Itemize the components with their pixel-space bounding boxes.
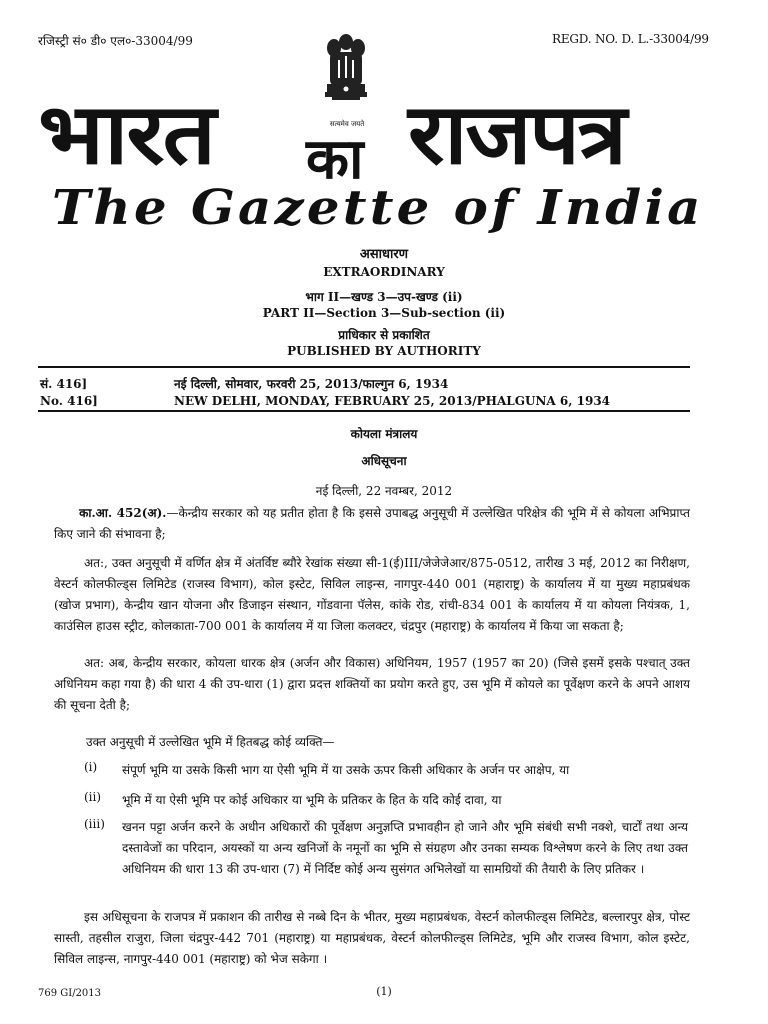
extraordinary-english: EXTRAORDINARY [323,265,445,279]
list-item-number: (iii) [84,817,105,831]
list-item-text: संपूर्ण भूमि या उसके किसी भाग या ऐसी भूमि में या उसके ऊपर किसी अधिकार के अर्जन पर आक्षेप, या [122,763,570,777]
national-emblem-icon [318,32,374,118]
order-number: का.आ. 452(अ). [79,506,167,520]
paragraph-1-text: —केन्द्रीय सरकार को यह प्रतीत होता है कि इससे उपाबद्ध अनुसूची में उल्लेखित परिक्षेत्र की भूमि में से कोयला अभिप्राप्त किए जाने की संभावना है; [54,506,691,541]
issue-date-hindi: नई दिल्ली, सोमवार, फरवरी 25, 2013/फाल्गुन 6, 1934 [174,377,449,391]
authority-english: PUBLISHED BY AUTHORITY [287,344,481,358]
part-section-english: PART II—Section 3—Sub-section (ii) [262,306,506,320]
list-item-number: (i) [84,760,98,774]
bottom-divider [38,410,690,412]
paragraph-3-text: अत: अब, केन्द्रीय सरकार, कोयला धारक क्षेत्र (अर्जन और विकास) अधिनियम, 1957 (1957 का 20) (जिसे इसमें इसके पश्चात् उक्त अधिनियम कहा गया है) की धारा 4 की उप-धारा (1) द्वारा प्रदत्त शक्तियों का प्रयोग करते हुए, उस भूमि में कोयले का पूर्वेक्षण करने के अपने आशय की सूचना देती है; [54,656,690,712]
extraordinary-hindi: असाधारण [359,247,409,262]
part-section-hindi: भाग II—खण्ड 3—उप-खण्ड (ii) [305,290,463,304]
paragraph-4: उक्त अनुसूची में उल्लेखित भूमि में हितबद्ध कोई व्यक्ति— [86,735,335,749]
paragraph-1 [54,503,690,545]
issue-date-english: NEW DELHI, MONDAY, FEBRUARY 25, 2013/PHALGUNA 6, 1934 [174,394,611,408]
gazette-title-hindi-rajpatra: राजपत्र [408,85,625,183]
registration-number-english: REGD. NO. D. L.-33004/99 [552,32,709,46]
notification-dateline: नई दिल्ली, 22 नवम्बर, 2012 [315,484,453,498]
notification-heading: अधिसूचना [361,454,407,468]
paragraph-5 [54,907,690,970]
gazette-title-hindi-bharat: भारत [38,85,214,183]
page-number: (1) [376,985,392,998]
paragraph-3 [54,653,690,716]
list-item-text: भूमि में या ऐसी भूमि पर कोई अधिकार या भूमि के प्रतिकर के हित के यदि कोई दावा, या [122,793,502,807]
issue-number-english: No. 416] [40,394,98,408]
emblem-motto: सत्यमेव जयते [329,120,365,128]
issue-number-hindi: सं. 416] [40,377,88,391]
top-divider [38,366,690,368]
registration-number-hindi: रजिस्ट्री सं० डी० एल०-33004/99 [38,34,193,48]
ministry-heading: कोयला मंत्रालय [350,427,418,441]
gazette-title-hindi-ka: का [306,127,364,192]
paragraph-5-text: इस अधिसूचना के राजपत्र में प्रकाशन की तारीख से नब्बे दिन के भीतर, मुख्य महाप्रबंधक, वेस्टर्न कोलफील्ड्स लिमिटेड, बल्लारपुर क्षेत्र, पोस्ट सास्ती, तहसील राजुरा, जिला चंद्रपुर-442 701 (महाराष्ट्र) या महाप्रबंधक, वेस्टर्न कोलफील्ड्स लिमिटेड, भूमि और राजस्व विभाग, कोल इस्टेट, सिविल लाइन्स, नागपुर-440 001 (महाराष्ट्र) को भेज सकेगा । [54,910,690,966]
paragraph-2 [54,553,690,637]
authority-hindi: प्राधिकार से प्रकाशित [338,328,430,342]
gazette-title-english: The Gazette of India [52,180,704,236]
list-item-number: (ii) [84,790,102,804]
print-code: 769 GI/2013 [38,988,102,999]
list-item-text: खनन पट्टा अर्जन करने के अधीन अधिकारों की पूर्वेक्षण अनुज्ञप्ति प्रभावहीन हो जाने और भूमि संबंधी सभी नक्शे, चार्टों तथा अन्य दस्तावेजों का परिदान, अयस्कों या अन्य खनिजों के नमूनों का भूमि से संग्रहण और उनका सम्यक विश्लेषण करने के लिए तथा उक्त अधिनियम की धारा 13 की उप-धारा (7) में निर्दिष्ट कोई अन्य सुसंगत अभिलेखों या सामग्रियों की तैयारी के लिए प्रतिकर । [122,820,688,876]
paragraph-2-text: अत:, उक्त अनुसूची में वर्णित क्षेत्र में अंतर्विष्ट ब्यौरे रेखांक संख्या सी-1(ई)III/जेजेजेआर/875-0512, तारीख 3 मई, 2012 का निरीक्षण, वेस्टर्न कोलफील्ड्स लिमिटेड (राजस्व विभाग), कोल इस्टेट, सिविल लाइन्स, नागपुर-440 001 (महाराष्ट्र) के कार्यालय में या मुख्य महाप्रबंधक (खोज प्रभाग), केन्द्रीय खान योजना और डिजाइन संस्थान, गोंडवाना पॅलेस, कांके रोड, रांची-834 001 के कार्यालय में या कोयला नियंत्रक, 1, काउंसिल हाउस स्ट्रीट, कोलकाता-700 001 के कार्यालय में या जिला कलक्टर, चंद्रपुर (महाराष्ट्र) के कार्यालय में किया जा सकता है; [54,556,690,633]
